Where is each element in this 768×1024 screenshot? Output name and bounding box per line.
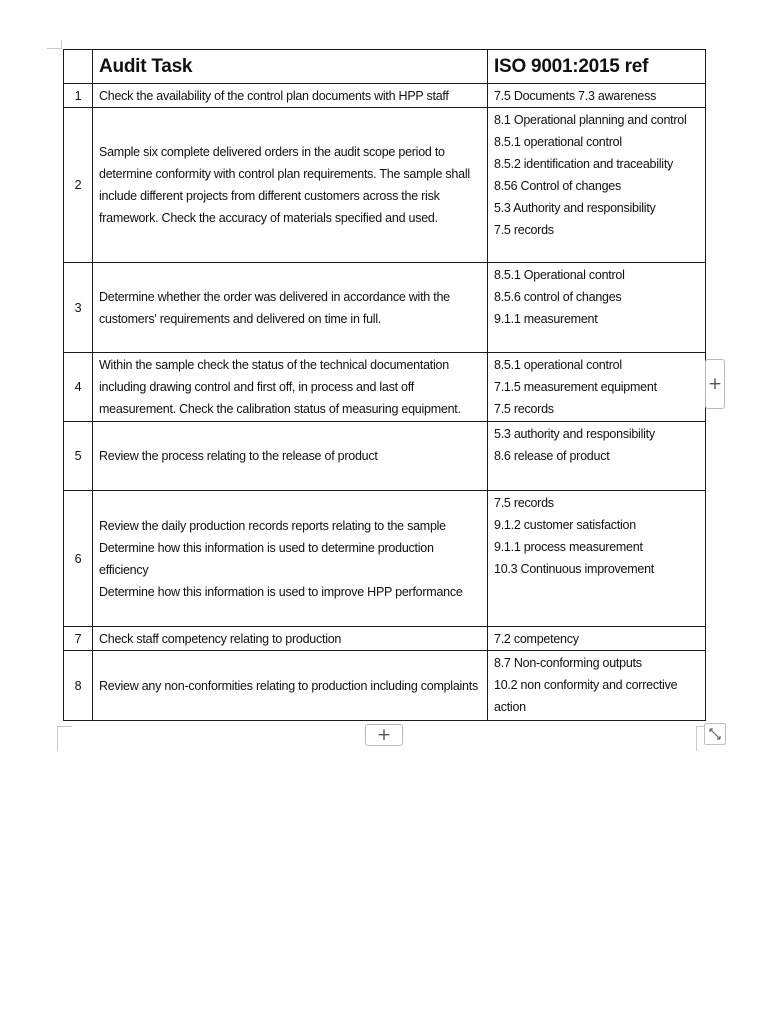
iso-ref-cell[interactable] xyxy=(488,84,706,108)
iso-ref-item: 8.5.2 identification and traceability xyxy=(494,157,674,171)
iso-ref-item: 5.3 Authority and responsibility xyxy=(494,201,656,215)
header-number-cell[interactable] xyxy=(64,50,93,84)
row-number-cell[interactable]: 1 xyxy=(64,84,93,108)
audit-task-text: Check staff competency relating to production xyxy=(99,631,342,646)
audit-task-text: Within the sample check the status of the technical documentation including drawing control and first off, in process and last off measurement. Check the calibration status of measuring equipment. xyxy=(99,358,461,416)
iso-ref-item: 9.1.2 customer satisfaction xyxy=(494,518,636,532)
audit-table xyxy=(63,49,706,721)
iso-ref-item: 8.5.6 control of changes xyxy=(494,290,622,304)
audit-task-text: Determine how this information is used to improve HPP performance xyxy=(99,584,463,599)
iso-ref-item: 8.5.1 operational control xyxy=(494,135,622,149)
iso-ref-item: 7.5 records xyxy=(494,496,554,510)
audit-task-cell[interactable] xyxy=(93,108,488,263)
header-row xyxy=(64,50,706,84)
iso-ref-item: 5.3 authority and responsibility xyxy=(494,427,655,441)
audit-task-text: Determine how this information is used to determine production efficiency xyxy=(99,540,434,577)
table-row xyxy=(64,627,706,651)
iso-ref-item: 8.7 Non-conforming outputs xyxy=(494,656,642,670)
audit-task-cell[interactable] xyxy=(93,84,488,108)
iso-ref-item: 8.6 release of product xyxy=(494,449,610,463)
table-row xyxy=(64,263,706,353)
row-number-cell[interactable]: 2 xyxy=(64,108,93,263)
iso-ref-item: 8.5.1 Operational control xyxy=(494,268,625,282)
iso-ref-item: 8.5.1 operational control xyxy=(494,358,622,372)
row-number-cell[interactable]: 6 xyxy=(64,491,93,627)
table-row xyxy=(64,651,706,721)
iso-ref-item: 7.5 records xyxy=(494,402,554,416)
iso-ref-item: 7.5 Documents 7.3 awareness xyxy=(494,89,657,103)
margin-corner-top-left xyxy=(47,40,62,49)
audit-task-cell[interactable] xyxy=(93,422,488,491)
iso-ref-item: 9.1.1 measurement xyxy=(494,312,598,326)
iso-ref-item: 8.1 Operational planning and control xyxy=(494,113,687,127)
iso-ref-item: 7.2 competency xyxy=(494,632,579,646)
iso-ref-item: 7.5 records xyxy=(494,223,554,237)
iso-ref-cell[interactable] xyxy=(488,108,706,263)
header-audit-task[interactable]: Audit Task xyxy=(93,50,488,84)
add-column-button[interactable]: + xyxy=(705,359,725,409)
audit-task-cell[interactable] xyxy=(93,353,488,422)
iso-ref-cell[interactable] xyxy=(488,491,706,627)
add-row-button[interactable]: + xyxy=(365,724,403,746)
iso-ref-item: 10.2 non conformity and corrective action xyxy=(494,678,678,714)
audit-task-text: Determine whether the order was delivered in accordance with the customers' requirements and delivered on time in full. xyxy=(99,289,450,326)
audit-task-cell[interactable] xyxy=(93,627,488,651)
iso-ref-cell[interactable] xyxy=(488,651,706,721)
audit-task-text: Check the availability of the control plan documents with HPP staff xyxy=(99,88,449,103)
audit-task-text: Review the process relating to the release of product xyxy=(99,449,378,463)
audit-task-text: Review the daily production records reports relating to the sample xyxy=(99,518,446,533)
iso-ref-item: 9.1.1 process measurement xyxy=(494,540,643,554)
iso-ref-item: 7.1.5 measurement equipment xyxy=(494,380,657,394)
table-row xyxy=(64,84,706,108)
table-row xyxy=(64,353,706,422)
iso-ref-item: 10.3 Continuous improvement xyxy=(494,562,655,576)
table-resize-handle[interactable] xyxy=(704,723,726,745)
margin-corner-bottom-left xyxy=(57,726,72,751)
row-number-cell[interactable]: 8 xyxy=(64,651,93,721)
iso-ref-cell[interactable] xyxy=(488,627,706,651)
resize-arrows-icon xyxy=(708,727,722,741)
audit-task-cell[interactable] xyxy=(93,263,488,353)
iso-ref-cell[interactable] xyxy=(488,353,706,422)
table-row xyxy=(64,491,706,627)
row-number-cell[interactable]: 3 xyxy=(64,263,93,353)
iso-ref-cell[interactable] xyxy=(488,263,706,353)
iso-ref-item: 8.56 Control of changes xyxy=(494,179,621,193)
table-row xyxy=(64,108,706,263)
header-iso-ref[interactable]: ISO 9001:2015 ref xyxy=(488,50,706,84)
iso-ref-cell[interactable] xyxy=(488,422,706,491)
row-number-cell[interactable]: 4 xyxy=(64,353,93,422)
row-number-cell[interactable]: 5 xyxy=(64,422,93,491)
audit-task-cell[interactable] xyxy=(93,491,488,627)
table-row xyxy=(64,422,706,491)
row-number-cell[interactable]: 7 xyxy=(64,627,93,651)
audit-task-text: Sample six complete delivered orders in the audit scope period to determine conformity with control plan requirements. The sample shall include different projects from different customers across the risk framework. Check the accuracy of materials specified and used. xyxy=(99,145,470,225)
audit-task-cell[interactable] xyxy=(93,651,488,721)
audit-task-text: Review any non-conformities relating to production including complaints xyxy=(99,678,478,693)
